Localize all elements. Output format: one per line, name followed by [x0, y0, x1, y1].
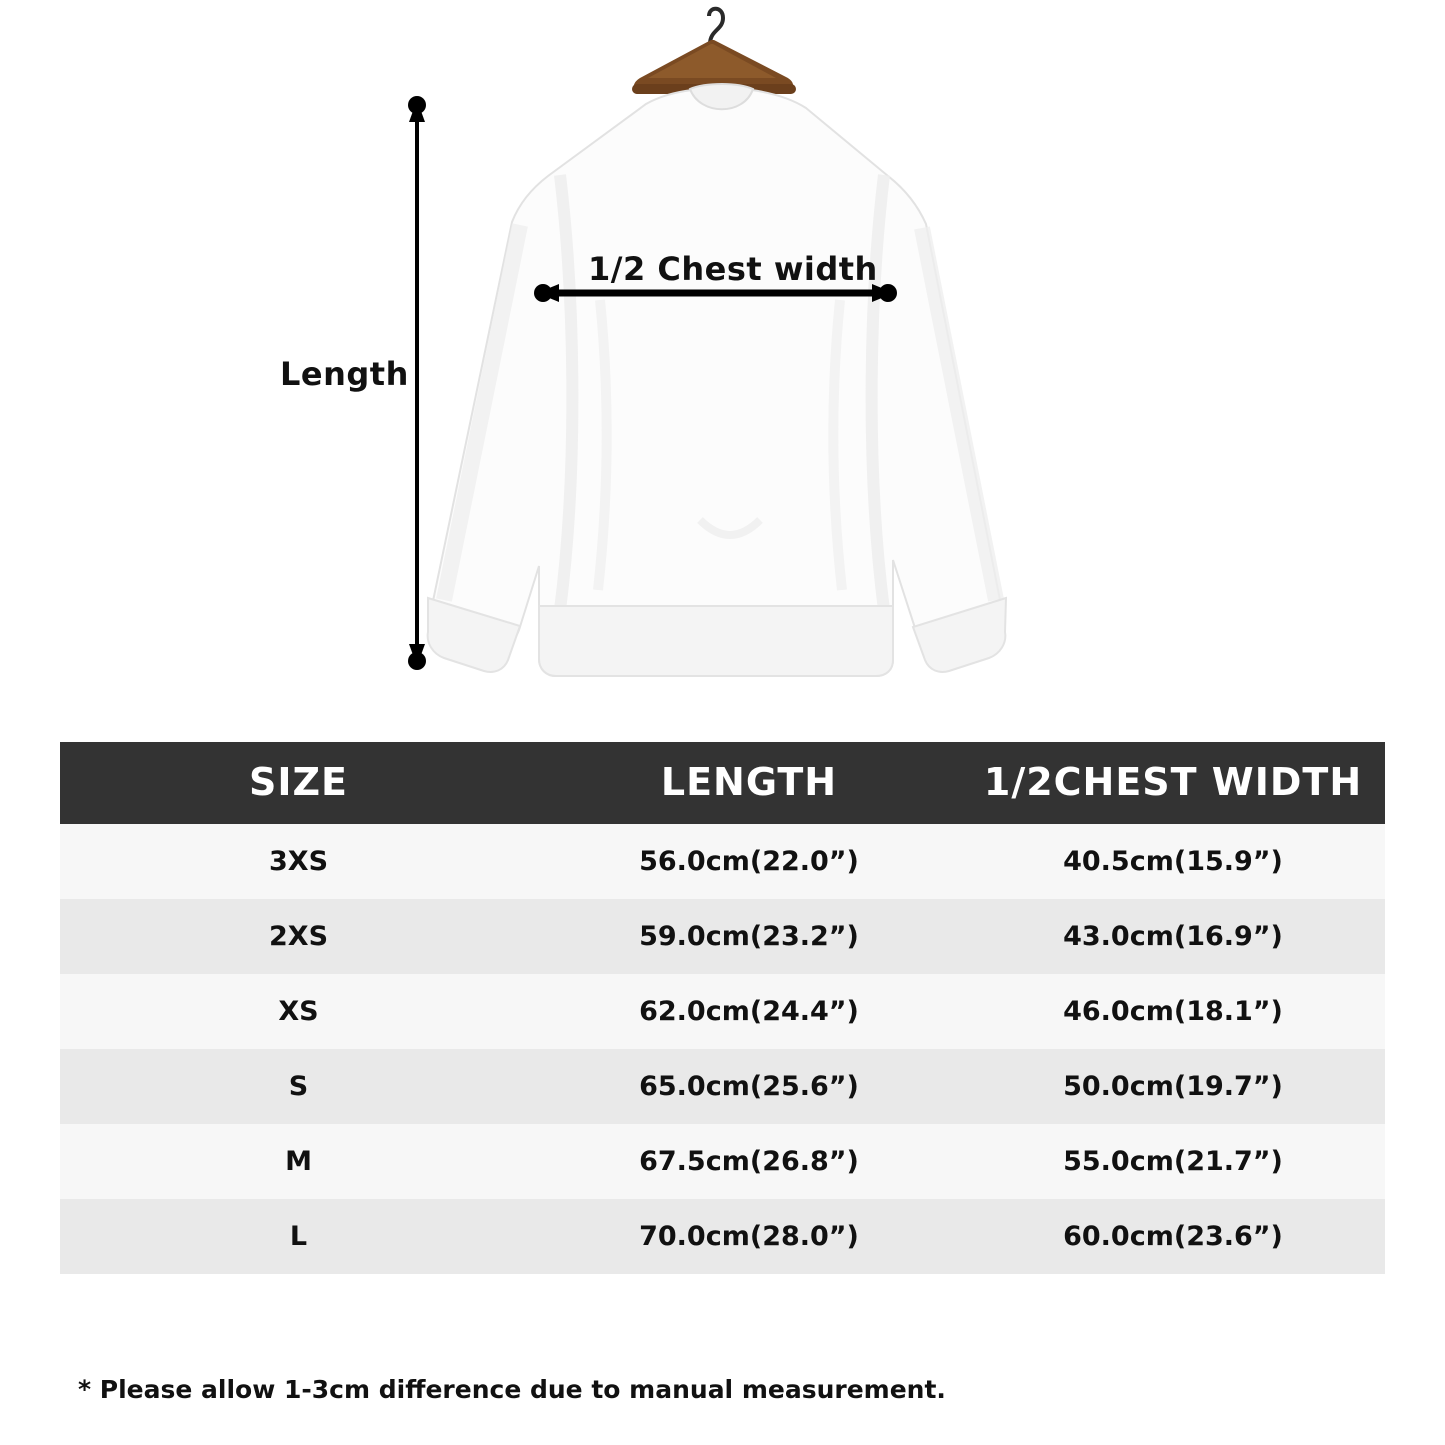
cell-chest: 46.0cm(18.1”)	[1063, 996, 1283, 1027]
cell-size: 3XS	[268, 846, 329, 877]
table-body	[60, 824, 1385, 1274]
cell-length: 56.0cm(22.0”)	[639, 846, 859, 877]
cell-size: 2XS	[268, 921, 329, 952]
cell-length: 65.0cm(25.6”)	[639, 1071, 859, 1102]
cell-size: L	[289, 1221, 308, 1252]
chest-width-label: 1/2 Chest width	[588, 250, 878, 288]
table-row	[60, 824, 1385, 899]
cell-chest: 50.0cm(19.7”)	[1063, 1071, 1283, 1102]
table-row	[60, 1049, 1385, 1124]
header-length: LENGTH	[537, 742, 961, 824]
length-measure-arrow	[408, 96, 426, 670]
cell-length: 62.0cm(24.4”)	[639, 996, 859, 1027]
cell-chest: 60.0cm(23.6”)	[1063, 1221, 1283, 1252]
cell-chest: 40.5cm(15.9”)	[1063, 846, 1283, 877]
hanger-highlight-icon	[648, 44, 776, 78]
header-size: SIZE	[60, 742, 537, 824]
cell-chest: 55.0cm(21.7”)	[1063, 1146, 1283, 1177]
measurement-footnote: * Please allow 1-3cm difference due to manual measurement.	[78, 1375, 946, 1404]
cell-size: M	[285, 1146, 312, 1177]
cell-chest: 43.0cm(16.9”)	[1063, 921, 1283, 952]
cell-size: S	[288, 1071, 309, 1102]
table-row	[60, 1124, 1385, 1199]
size-chart-table	[60, 742, 1385, 1274]
table-row	[60, 899, 1385, 974]
hem-band	[539, 606, 893, 676]
header-chest: 1/2CHEST WIDTH	[961, 742, 1385, 824]
length-label: Length	[280, 355, 409, 393]
table-row	[60, 974, 1385, 1049]
table-row	[60, 1199, 1385, 1274]
garment-shape	[428, 84, 1006, 676]
hanger-hook-icon	[709, 9, 723, 44]
cell-length: 67.5cm(26.8”)	[639, 1146, 859, 1177]
cell-length: 70.0cm(28.0”)	[639, 1221, 859, 1252]
table-header-row	[60, 742, 1385, 824]
cell-length: 59.0cm(23.2”)	[639, 921, 859, 952]
cell-size: XS	[278, 996, 319, 1027]
